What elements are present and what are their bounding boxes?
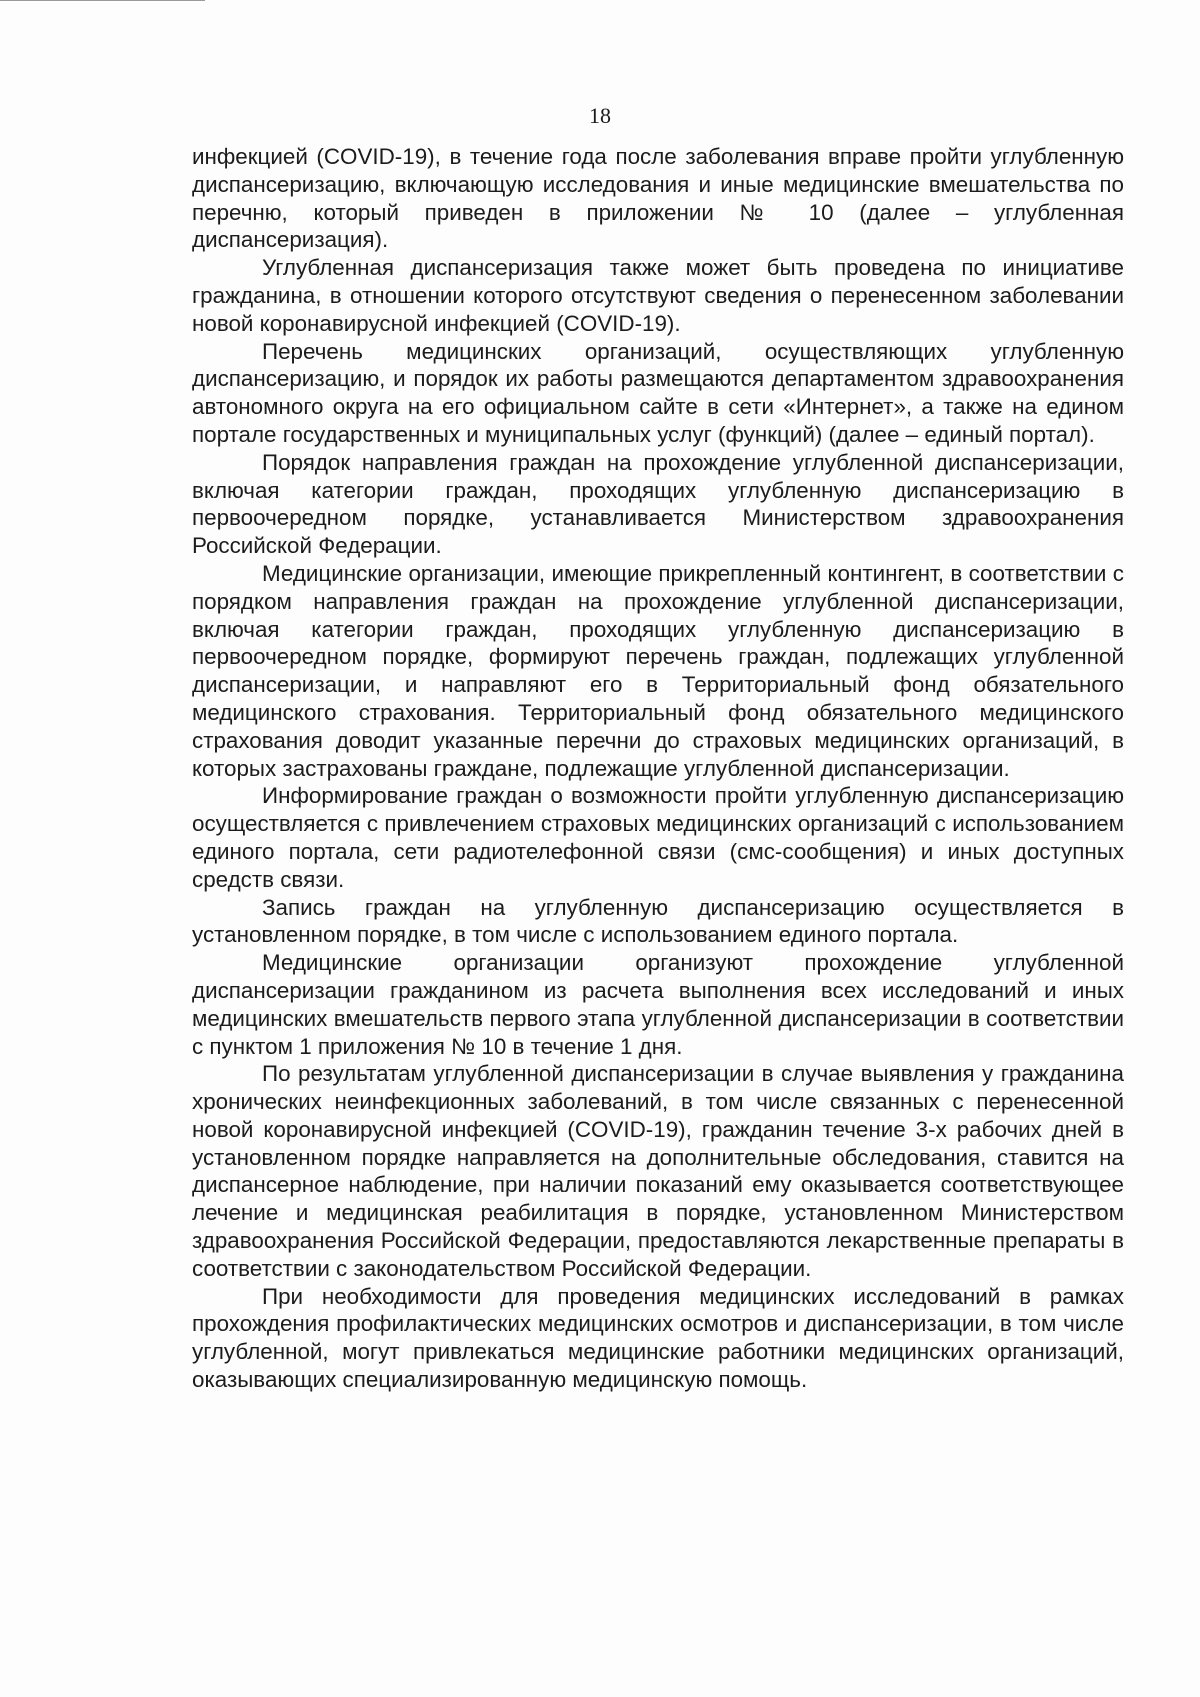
paragraph-8: Медицинские организации организуют прохождение углубленной диспансеризации гражданином из расчета выполнения всех исследований и иных медицинских вмешательств первого этапа углубленной диспансеризации в соответствии с пунктом 1 приложения № 10 в течение 1 дня. — [192, 950, 1124, 1059]
paragraph-9: По результатам углубленной диспансеризации в случае выявления у гражданина хронических неинфекционных заболеваний, в том числе связанных с перенесенной новой коронавирусной инфекцией (COVID-19), гражданин течение 3-х рабочих дней в установленном порядке направляется на дополнительные обследования, ставится на диспансерное наблюдение, при наличии показаний ему оказывается соответствующее лечение и медицинская реабилитация в порядке, установленном Министерством здравоохранения Российской Федерации, предоставляются лекарственные препараты в соответствии с законодательством Российской Федерации. — [192, 1061, 1124, 1281]
paragraph-5: Медицинские организации, имеющие прикрепленный контингент, в соответствии с порядком направления граждан на прохождение углубленной диспансеризации, включая категории граждан, проходящих углубленную диспансеризацию в первоочередном порядке, формируют перечень граждан, подлежащих углубленной диспансеризации, и направляют его в Территориальный фонд обязательного медицинского страхования. Территориальный фонд обязательного медицинского страхования доводит указанные перечни до страховых медицинских организаций, в которых застрахованы граждане, подлежащие углубленной диспансеризации. — [192, 560, 1124, 781]
paragraph-6: Информирование граждан о возможности пройти углубленную диспансеризацию осуществляется с привлечением страховых медицинских организаций с использованием единого портала, сети радиотелефонной связи (смс-сообщения) и иных доступных средств связи. — [192, 783, 1124, 892]
page-number: 18 — [589, 103, 611, 128]
scan-edge-line — [0, 0, 205, 1]
paragraph-7: Запись граждан на углубленную диспансеризацию осуществляется в установленном порядке, в том числе с использованием единого портала. — [192, 894, 1124, 948]
paragraph-10: При необходимости для проведения медицинских исследований в рамках прохождения профилактических медицинских осмотров и диспансеризации, в том числе углубленной, могут привлекаться медицинские работники медицинских организаций, оказывающих специализированную медицинскую помощь. — [192, 1283, 1124, 1393]
paragraph-4: Порядок направления граждан на прохождение углубленной диспансеризации, включая категории граждан, проходящих углубленную диспансеризацию в первоочередном порядке, устанавливается Министерством здравоохранения Российской Федерации. — [192, 449, 1124, 559]
paragraph-3: Перечень медицинских организаций, осуществляющих углубленную диспансеризацию, и порядок их работы размещаются департаментом здравоохранения автономного округа на его официальном сайте в сети «Интернет», а также на едином портале государственных и муниципальных услуг (функций) (далее – единый портал). — [192, 338, 1124, 447]
document-body — [192, 143, 1124, 1394]
paragraph-2: Углубленная диспансеризация также может быть проведена по инициативе гражданина, в отношении которого отсутствуют сведения о перенесенном заболевании новой коронавирусной инфекцией (COVID-19). — [192, 255, 1124, 336]
paragraph-1: инфекцией (COVID-19), в течение года после заболевания вправе пройти углубленную диспансеризацию, включающую исследования и иные медицинские вмешательства по перечню, который приведен в приложении № 10 (далее – углубленная диспансеризация). — [192, 144, 1124, 253]
